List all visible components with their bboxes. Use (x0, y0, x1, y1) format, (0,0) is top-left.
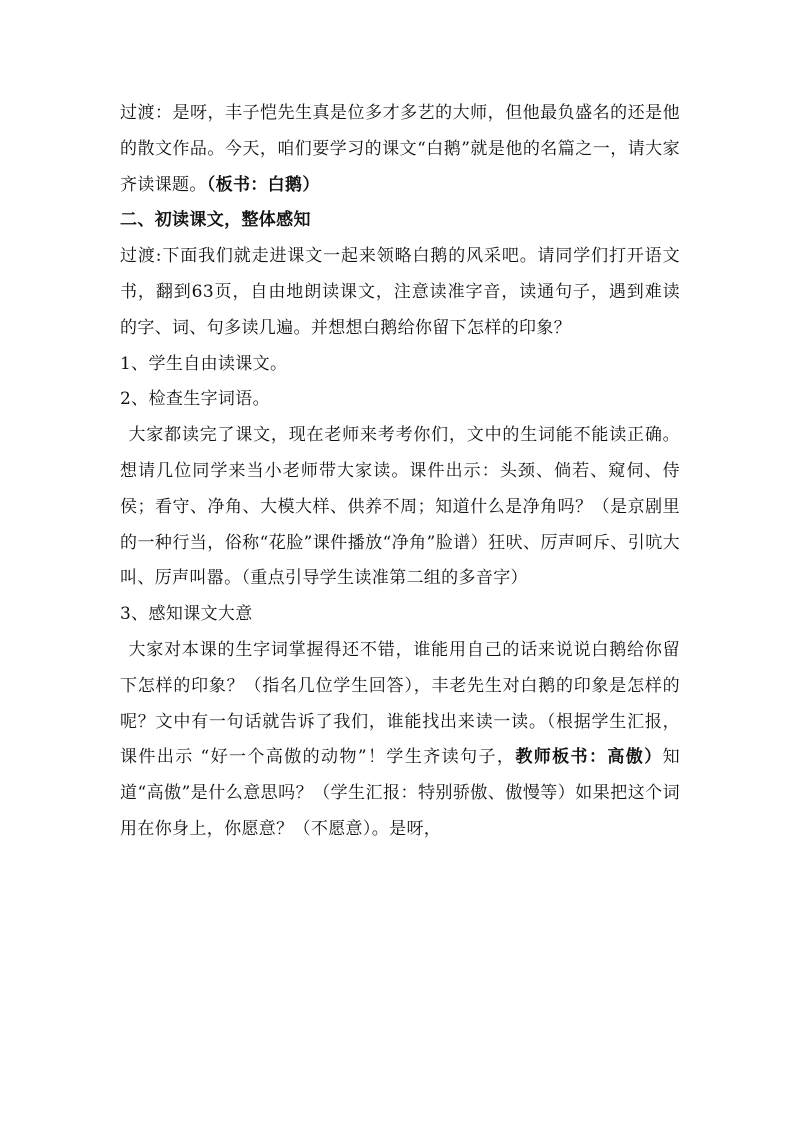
list-item-1: 1、学生自由读课文。 (120, 353, 288, 374)
board-note-arrogant: 教师板书：高傲） (515, 747, 663, 768)
document-body (120, 96, 680, 848)
section-heading-initial-reading: 二、初读课文，整体感知 (120, 210, 311, 231)
paragraph-main-idea-text-a: 大家对本课的生字词掌握得还不错，谁能用自己的话来说说白鹅给你留下怎样的印象？（指名几位学生回答），丰老先生对白鹅的印象是怎样的呢？文中有一句话就告诉了我们，谁能找出来读一读。（根据学生汇报，课件出示 “好一个高傲的动物”！学生齐读句子， (120, 639, 680, 768)
paragraph-transition-2: 过渡:下面我们就走进课文一起来领略白鹅的风采吧。请同学们打开语文书，翻到63页，自由地朗读课文，注意读准字音，读通句子，遇到难读的字、词、句多读几遍。并想想白鹅给你留下怎样的印象？ (120, 246, 680, 338)
list-item-2: 2、检查生字词语。 (120, 389, 270, 410)
list-item-3: 3、感知课文大意 (120, 604, 253, 625)
board-note-white-goose: （板书：白鹅） (206, 174, 320, 195)
paragraph-transition-1 (120, 96, 680, 203)
paragraph-main-idea-text-c: 知道“高傲”是什么意思吗？（学生汇报：特别骄傲、傲慢等）如果把这个词用在你身上，你愿意？（不愿意）。是呀， (120, 747, 680, 839)
paragraph-transition-1-text: 过渡：是呀，丰子恺先生真是位多才多艺的大师，但他最负盛名的还是他的散文作品。今天，咱们要学习的课文“白鹅”就是他的名篇之一，请大家齐读课题。 (120, 103, 680, 195)
paragraph-vocabulary-check: 大家都读完了课文，现在老师来考考你们，文中的生词能不能读正确。想请几位同学来当小老师带大家读。课件出示：头颈、倘若、窥伺、侍侯；看守、净角、大模大样、供养不周；知道什么是净角吗？（是京剧里的一种行当，俗称“花脸”课件播放“净角”脸谱）狂吠、厉声呵斥、引吭大叫、厉声叫嚣。（重点引导学生读准第二组的多音字） (120, 425, 680, 589)
paragraph-main-idea (120, 633, 680, 848)
